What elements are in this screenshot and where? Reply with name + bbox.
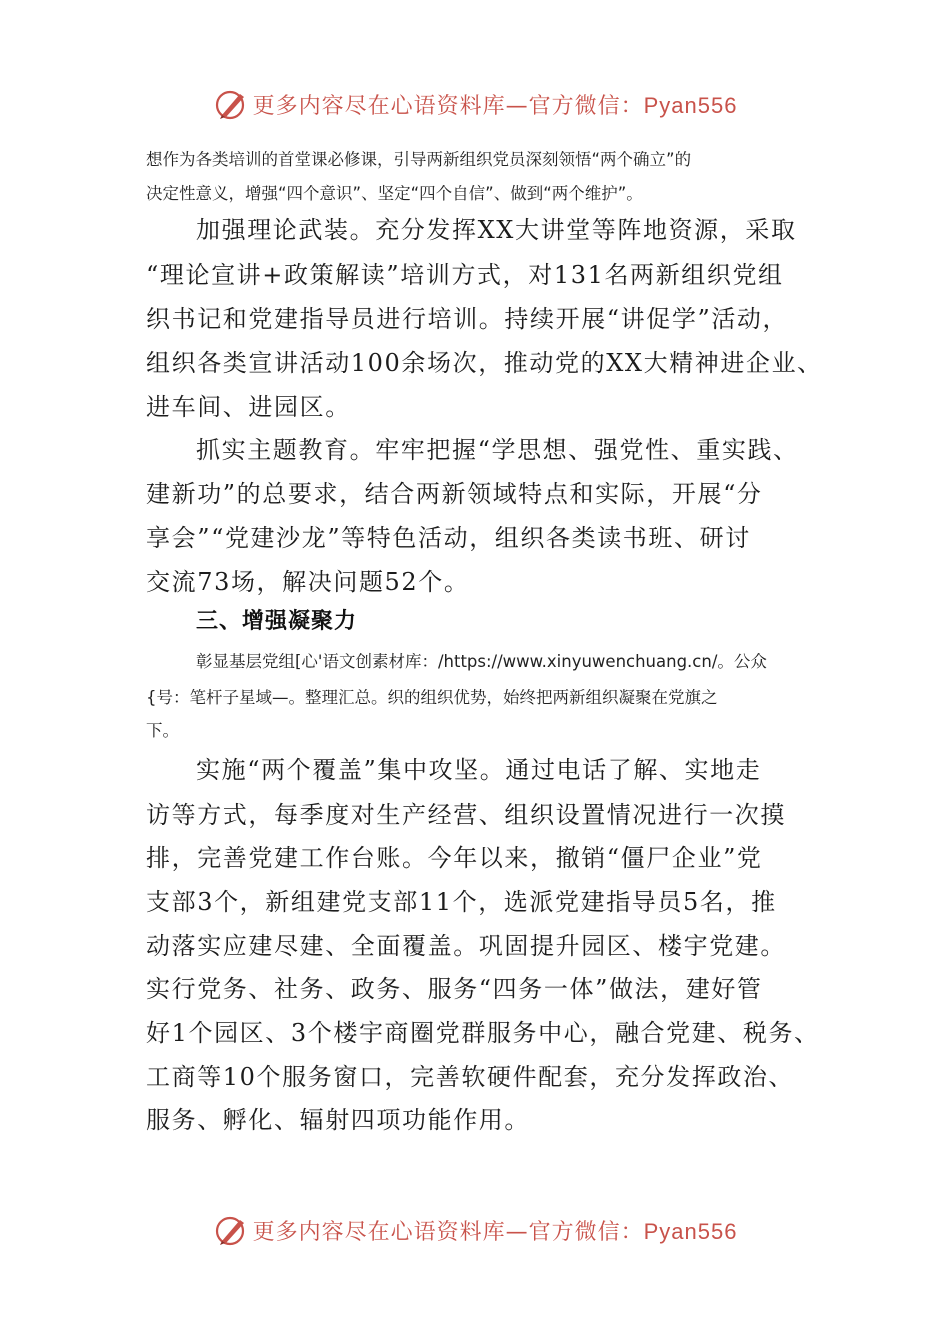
pen-logo-icon	[213, 86, 249, 122]
watermark-text: 更多内容尽在心语资料库—官方微信：Pyan556	[252, 1218, 738, 1245]
watermark-header	[0, 84, 950, 124]
paragraph-line: 享会”“党建沙龙”等特色活动，组织各类读书班、研讨	[146, 524, 751, 552]
paragraph-line: 支部3个，新组建党支部11个，选派党建指导员5名，推	[146, 888, 777, 916]
paragraph-line: “理论宣讲+政策解读”培训方式，对131名两新组织党组	[146, 261, 784, 289]
paragraph-line: 进车间、进园区。	[146, 393, 351, 421]
paragraph-line: 服务、孵化、辐射四项功能作用。	[146, 1106, 530, 1134]
intro-line-2: 决定性意义，增强“四个意识”、坚定“四个自信”、做到“两个维护”。	[146, 184, 643, 203]
section-heading: 三、增强凝聚力	[196, 609, 358, 634]
section-intro-line-2: {号：笔杆子星域—。整理汇总。织的组织优势，始终把两新组织凝聚在党旗之	[146, 688, 718, 707]
paragraph-line: 组织各类宣讲活动100余场次，推动党的XX大精神进企业、	[146, 349, 823, 377]
paragraph-line: 加强理论武装。充分发挥XX大讲堂等阵地资源，采取	[196, 216, 797, 244]
paragraph-line: 交流73场，解决问题52个。	[146, 568, 470, 596]
pen-logo-icon	[213, 1212, 249, 1248]
paragraph-line: 织书记和党建指导员进行培训。持续开展“讲促学”活动，	[146, 305, 789, 333]
paragraph-line: 实行党务、社务、政务、服务“四务一体”做法，建好管	[146, 975, 763, 1003]
paragraph-line: 动落实应建尽建、全面覆盖。巩固提升园区、楼宇党建。	[146, 932, 786, 960]
watermark-text: 更多内容尽在心语资料库—官方微信：Pyan556	[252, 92, 738, 119]
paragraph-line: 抓实主题教育。牢牢把握“学思想、强党性、重实践、	[196, 436, 799, 464]
section-intro-line-3: 下。	[146, 721, 179, 740]
intro-line-1: 想作为各类培训的首堂课必修课，引导两新组织党员深刻领悟“两个确立”的	[146, 150, 692, 169]
section-intro-line-1: 彰显基层党组[心'语文创素材库：/https://www.xinyuwenchuang.cn/。公众	[196, 652, 767, 671]
paragraph-line: 实施“两个覆盖”集中攻坚。通过电话了解、实地走	[196, 756, 762, 784]
watermark-footer	[0, 1210, 950, 1250]
paragraph-line: 建新功”的总要求，结合两新领域特点和实际，开展“分	[146, 480, 763, 508]
paragraph-line: 排，完善党建工作台账。今年以来，撤销“僵尸企业”党	[146, 844, 763, 872]
paragraph-line: 好1个园区、3个楼宇商圈党群服务中心，融合党建、税务、	[146, 1019, 820, 1047]
paragraph-line: 访等方式，每季度对生产经营、组织设置情况进行一次摸	[146, 801, 786, 829]
paragraph-line: 工商等10个服务窗口，完善软硬件配套，充分发挥政治、	[146, 1063, 795, 1091]
